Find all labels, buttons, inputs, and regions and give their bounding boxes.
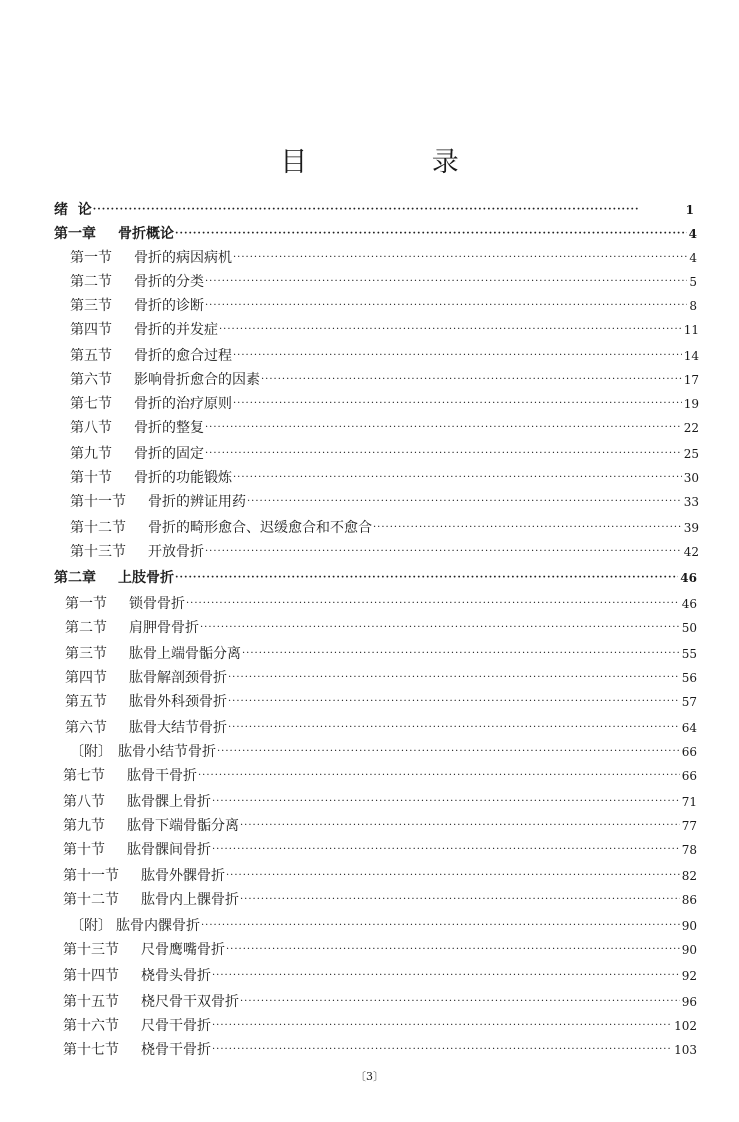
dot-leader [212,1015,672,1037]
toc-entry-title: 骨折的病因病机 [134,250,232,266]
toc-entry-title: 上肢骨折 [118,570,174,586]
dot-leader [205,295,687,317]
toc-entry-number: 第二章 [54,570,96,586]
toc-entry-page: 1 [685,203,694,217]
toc-entry [63,1039,697,1061]
toc-entry-page: 42 [683,545,699,559]
toc-entry-number: 第五节 [70,348,112,364]
toc-entry [63,791,697,813]
toc-entry-number: 第十五节 [63,994,119,1010]
toc-entry [63,1015,697,1037]
toc-entry-page: 57 [681,695,697,709]
toc-entry [70,443,699,465]
toc-entry-page: 30 [683,471,699,485]
toc-entry [70,369,699,391]
toc-entry-title: 肱骨干骨折 [127,768,197,784]
dot-leader [242,643,680,665]
toc-entry-page: 86 [681,893,697,907]
toc-entry-appendix [70,741,697,763]
dot-leader [175,567,678,589]
toc-entry-title: 开放骨折 [148,544,204,560]
toc-entry [63,839,697,861]
toc-entry-number: 第八节 [63,794,105,810]
toc-entry [70,247,697,269]
toc-entry [65,717,697,739]
toc-entry-number: 〔附〕 [70,744,112,760]
toc-entry-number: 第一节 [70,250,112,266]
toc-entry-number: 〔附〕 [70,918,112,934]
toc-entry [70,541,699,563]
toc-entry-page: 66 [681,769,697,783]
toc-entry [65,691,697,713]
toc-entry-number: 第五节 [65,694,107,710]
toc-entry [63,939,697,961]
toc-entry [65,667,697,689]
toc-entry-title: 尺骨鹰嘴骨折 [141,942,225,958]
toc-entry-title: 桡尺骨干双骨折 [141,994,239,1010]
toc-entry-title: 骨折的整复 [134,420,204,436]
toc-entry-title: 骨折的辨证用药 [148,494,246,510]
dot-leader [212,791,680,813]
toc-entry-number: 第十节 [63,842,105,858]
toc-entry-title: 肱骨大结节骨折 [129,720,227,736]
dot-leader [205,443,682,465]
toc-entry [63,965,697,987]
toc-entry-page: 56 [681,671,697,685]
toc-entry-page: 46 [681,597,697,611]
toc-entry-page: 78 [681,843,697,857]
dot-leader [247,491,682,513]
toc-entry-number: 第四节 [70,322,112,338]
toc-entry-page: 5 [689,275,697,289]
dot-leader [200,617,680,639]
dot-leader [373,517,682,539]
toc-entry-title: 肱骨上端骨骺分离 [129,646,241,662]
toc-entry-number: 第十六节 [63,1018,119,1034]
toc-entry-intro [54,199,694,221]
toc-entry-title: 肱骨外科颈骨折 [129,694,227,710]
toc-entry-page: 4 [689,251,697,265]
toc-entry-page: 4 [688,227,697,241]
toc-entry-page: 96 [681,995,697,1009]
toc-entry-title: 骨折的固定 [134,446,204,462]
dot-leader [217,741,680,763]
toc-entry-number: 第一章 [54,226,96,242]
toc-entry-number: 第三节 [65,646,107,662]
dot-leader [219,319,682,341]
toc-entry-title: 骨折概论 [118,226,174,242]
toc-entry [70,417,699,439]
dot-leader [240,815,680,837]
dot-leader [93,199,684,221]
toc-entry-page: 19 [683,397,699,411]
toc-entry [63,865,697,887]
toc-entry-number: 第八节 [70,420,112,436]
toc-entry-number: 第二节 [70,274,112,290]
toc-entry-page: 82 [681,869,697,883]
toc-entry-page: 25 [683,447,699,461]
toc-entry-page: 39 [683,521,699,535]
toc-entry-number: 第三节 [70,298,112,314]
dot-leader [228,667,680,689]
dot-leader [233,393,682,415]
toc-entry [63,815,697,837]
toc-entry-title: 肱骨髁上骨折 [127,794,211,810]
toc-entry [70,393,699,415]
toc-entry [70,295,697,317]
dot-leader [205,417,682,439]
toc-entry-title: 肱骨外髁骨折 [141,868,225,884]
toc-entry-number: 第十二节 [63,892,119,908]
toc-entry-title: 锁骨骨折 [129,596,185,612]
toc-entry-number: 第四节 [65,670,107,686]
page-title: 目 录 [280,147,517,178]
toc-entry-number: 第七节 [70,396,112,412]
toc-entry-page: 92 [681,969,697,983]
toc-entry-number: 第七节 [63,768,105,784]
toc-entry-page: 64 [681,721,697,735]
toc-entry [70,319,699,341]
toc-entry-title: 桡骨干骨折 [141,1042,211,1058]
toc-entry-title: 肱骨解剖颈骨折 [129,670,227,686]
toc-entry [70,467,699,489]
toc-entry [70,491,699,513]
toc-entry-page: 17 [683,373,699,387]
toc-entry [63,889,697,911]
toc-entry-page: 22 [683,421,699,435]
toc-entry-number: 第十节 [70,470,112,486]
toc-entry-title: 肱骨内上髁骨折 [141,892,239,908]
toc-entry-title: 骨折的诊断 [134,298,204,314]
toc-entry-chapter [54,567,697,589]
toc-entry [63,991,697,1013]
dot-leader [240,889,680,911]
toc-entry-title: 肱骨内髁骨折 [116,918,200,934]
toc-entry-title: 骨折的愈合过程 [134,348,232,364]
toc-entry-title: 骨折的功能锻炼 [134,470,232,486]
toc-entry-page: 77 [681,819,697,833]
toc-entry [70,345,699,367]
toc-entry-number: 第九节 [63,818,105,834]
toc-entry [70,271,697,293]
toc-entry-title: 肱骨小结节骨折 [118,744,216,760]
toc-entry-page: 90 [681,919,697,933]
toc-entry-appendix [70,915,697,937]
dot-leader [205,271,687,293]
toc-entry-page: 11 [683,323,699,337]
toc-entry [70,517,699,539]
toc-entry-page: 55 [681,647,697,661]
toc-entry-page: 102 [674,1019,697,1033]
dot-leader [233,467,682,489]
toc-entry-page: 46 [680,571,697,585]
dot-leader [261,369,682,391]
dot-leader [240,991,680,1013]
toc-entry-title: 尺骨干骨折 [141,1018,211,1034]
toc-entry-number: 绪 论 [54,202,92,218]
dot-leader [212,1039,672,1061]
toc-entry-number: 第十三节 [70,544,126,560]
toc-entry-title: 骨折的分类 [134,274,204,290]
toc-entry-title: 骨折的畸形愈合、迟缓愈合和不愈合 [148,520,372,536]
dot-leader [233,247,687,269]
toc-entry-number: 第十三节 [63,942,119,958]
toc-entry-page: 71 [681,795,697,809]
toc-entry-title: 桡骨头骨折 [141,968,211,984]
dot-leader [228,717,680,739]
toc-entry [65,617,697,639]
toc-entry [63,765,697,787]
dot-leader [175,223,687,245]
toc-entry-number: 第一节 [65,596,107,612]
toc-entry-title: 肱骨髁间骨折 [127,842,211,858]
dot-leader [226,865,680,887]
toc-entry-page: 103 [674,1043,697,1057]
toc-entry-page: 33 [683,495,699,509]
dot-leader [198,765,680,787]
toc-entry-chapter [54,223,697,245]
toc-entry-page: 14 [683,349,699,363]
toc-entry-number: 第十一节 [63,868,119,884]
dot-leader [186,593,680,615]
toc-entry [65,593,697,615]
toc-entry-title: 肩胛骨骨折 [129,620,199,636]
toc-entry-number: 第十七节 [63,1042,119,1058]
toc-entry-title: 骨折的并发症 [134,322,218,338]
toc-entry-title: 影响骨折愈合的因素 [134,372,260,388]
toc-entry-page: 90 [681,943,697,957]
toc-entry-number: 第九节 [70,446,112,462]
dot-leader [201,915,680,937]
toc-entry-page: 50 [681,621,697,635]
toc-entry-number: 第二节 [65,620,107,636]
toc-entry-number: 第六节 [65,720,107,736]
dot-leader [233,345,682,367]
toc-entry [65,643,697,665]
toc-entry-title: 骨折的治疗原则 [134,396,232,412]
toc-entry-number: 第十四节 [63,968,119,984]
dot-leader [212,839,680,861]
toc-entry-number: 第十一节 [70,494,126,510]
toc-entry-number: 第六节 [70,372,112,388]
toc-entry-title: 肱骨下端骨骺分离 [127,818,239,834]
toc-entry-page: 66 [681,745,697,759]
dot-leader [226,939,680,961]
page-number: 〔3〕 [355,1070,384,1083]
dot-leader [228,691,680,713]
toc-entry-number: 第十二节 [70,520,126,536]
toc-entry-page: 8 [689,299,697,313]
dot-leader [205,541,682,563]
dot-leader [212,965,680,987]
